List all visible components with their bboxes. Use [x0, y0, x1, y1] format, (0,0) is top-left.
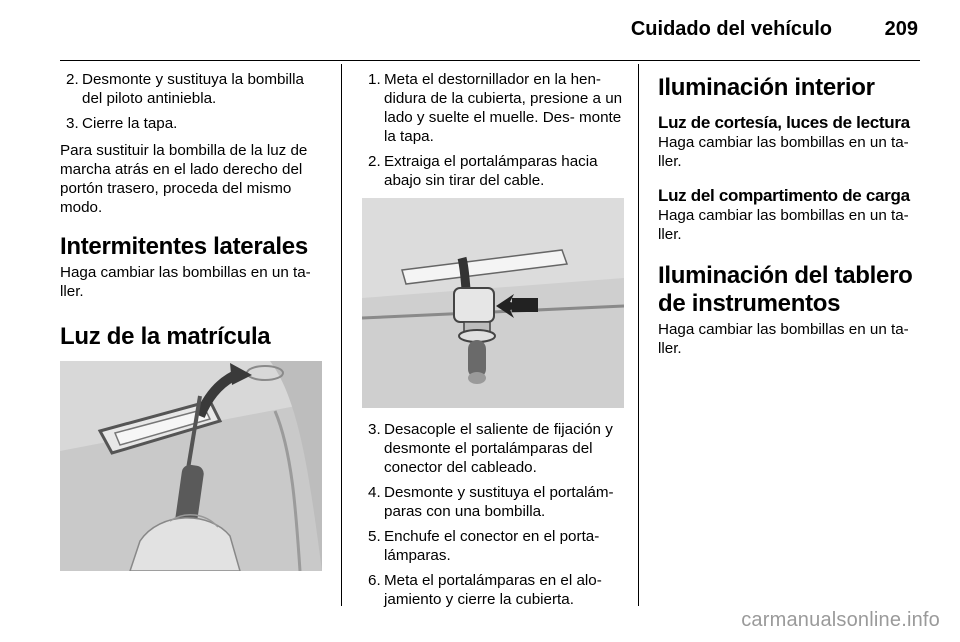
- step-item: [362, 152, 624, 190]
- bulb-holder-illustration: [362, 198, 624, 408]
- step-list: [362, 420, 624, 609]
- body-paragraph: Para sustituir la bombilla de la luz de marcha atrás en el lado derecho del portón trasero, proceda del mismo modo.: [60, 142, 308, 216]
- column-divider-2: [638, 64, 639, 606]
- section-body: Haga cambiar las bombillas en un ta‐ ller.: [658, 207, 909, 243]
- column-1: [60, 70, 328, 571]
- subheading-courtesy-lights: Luz de cortesía, luces de lectura: [658, 113, 910, 132]
- subheading-cargo-light: Luz del compartimento de carga: [658, 186, 910, 205]
- step-text: Cierre la tapa.: [82, 115, 178, 132]
- step-text: Extraiga el portalámparas hacia abajo sin tirar del cable.: [384, 153, 598, 189]
- step-number: 3.: [66, 115, 79, 132]
- step-number: 2.: [368, 153, 381, 170]
- license-plate-light-illustration: [60, 361, 322, 571]
- step-text: Desacople el saliente de fijación y desmonte el portalámparas del conector del cableado.: [384, 421, 613, 476]
- section-body: Haga cambiar las bombillas en un ta‐ ller.: [658, 321, 909, 357]
- section-body: Haga cambiar las bombillas en un ta‐ ller.: [60, 264, 311, 300]
- step-text: Enchufe el conector en el porta‐ lámparas.: [384, 528, 600, 564]
- step-text: Meta el portalámparas en el alo‐ jamiento y cierre la cubierta.: [384, 572, 602, 608]
- step-number: 4.: [368, 484, 381, 501]
- running-header-title: Cuidado del vehículo: [630, 18, 832, 40]
- header-rule: [60, 60, 920, 61]
- step-number: 2.: [66, 71, 79, 88]
- step-item: [362, 70, 624, 146]
- step-item: [362, 483, 624, 521]
- step-text: Desmonte y sustituya el portalám‐ paras con una bombilla.: [384, 484, 614, 520]
- step-item: [362, 571, 624, 609]
- section-heading-license-plate-light: Luz de la matrícula: [60, 323, 271, 350]
- step-item: [60, 70, 328, 108]
- watermark: carmanualsonline.info: [741, 609, 940, 631]
- step-number: 5.: [368, 528, 381, 545]
- step-list: [362, 70, 624, 190]
- step-item: [362, 420, 624, 477]
- step-number: 3.: [368, 421, 381, 438]
- column-3: [658, 70, 922, 366]
- column-2: [362, 70, 624, 617]
- column-divider-1: [341, 64, 342, 606]
- page-number: 209: [884, 18, 918, 40]
- step-list: [60, 70, 328, 133]
- step-text: Meta el destornillador en la hen‐ didura de la cubierta, presione a un lado y suelte el muelle. Des‐ monte la tapa.: [384, 71, 623, 145]
- step-number: 6.: [368, 572, 381, 589]
- step-number: 1.: [368, 71, 381, 88]
- section-heading-instrument-panel-lighting: Iluminación del tablero de instrumentos: [658, 262, 913, 317]
- section-heading-side-indicators: Intermitentes laterales: [60, 233, 308, 260]
- step-item: [60, 114, 328, 133]
- step-item: [362, 527, 624, 565]
- step-text: Desmonte y sustituya la bombilla del piloto antiniebla.: [82, 71, 305, 107]
- section-heading-interior-lighting: Iluminación interior: [658, 74, 875, 101]
- section-body: Haga cambiar las bombillas en un ta‐ ller.: [658, 134, 909, 170]
